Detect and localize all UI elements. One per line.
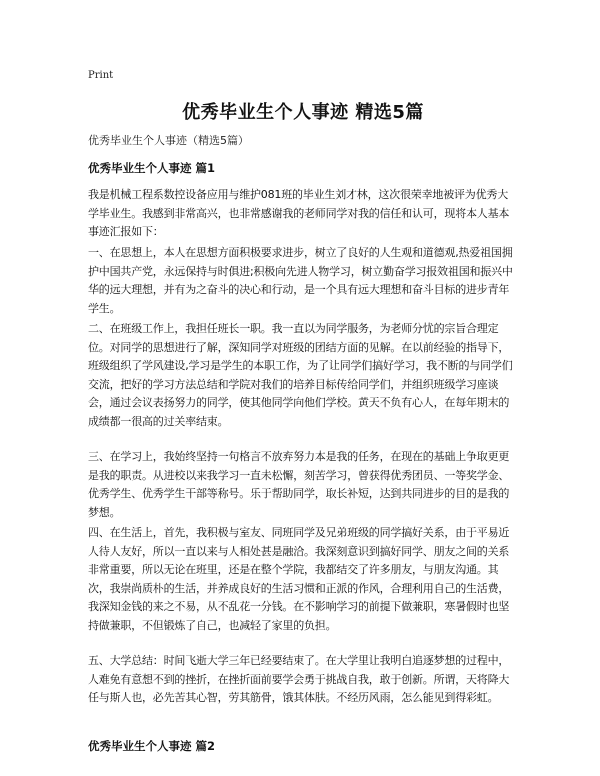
print-link[interactable]: Print — [88, 70, 114, 81]
section-heading-1: 优秀毕业生个人事迹 篇1 — [88, 161, 216, 175]
paragraph-study: 三、在学习上，我始终坚持一句格言不放弃努力本是我的任务，在现在的基础上争取更更是我的职责。从进校以来我学习一直未松懈，刻苦学习，曾获得优秀团员、一等奖学金、优秀学生、优秀学生干部等称号。乐于帮助同学，取长补短，达到共同进步的目的是我的梦想。 — [88, 450, 510, 519]
paragraph-class-work: 二、在班级工作上，我担任班长一职。我一直以为同学服务，为老师分忧的宗旨合理定位。对同学的思想进行了解，深知同学对班级的团结方面的见解。在以前经验的指导下，班级组织了学风建设,学习是学生的本职工作，为了让同学们搞好学习，我不断的与同学们交流，把好的学习方法总结和学院对我们的培养目标传给同学们，并组织班级学习座谈会，通过会议表扬努力的同学，使其他同学向他们学校。黄天不负有心人，在每年期末的成绩都一很高的过关率结束。 — [88, 322, 513, 428]
paragraph-life: 四、在生活上，首先，我积极与室友、同班同学及兄弟班级的同学搞好关系，由于平易近人待人友好，所以一直以来与人相处甚是融洽。我深刻意识到搞好同学、朋友之间的关系非常重要，所以无论在班里，还是在整个学院，我都结交了许多朋友，与朋友沟通。其次，我崇尚质朴的生活，并养成良好的生活习惯和正派的作风，合理利用自己的生活费，我深知金钱的来之不易，从不乱花一分钱。在不影响学习的前提下做兼职，寒暑假时也坚持做兼职，不但锻炼了自己，也减轻了家里的负担。 — [88, 526, 510, 632]
document-subtitle: 优秀毕业生个人事迹（精选5篇） — [88, 134, 249, 147]
paragraph-thought: 一、在思想上，本人在思想方面积极要求进步，树立了良好的人生观和道德观,热爱祖国拥护中国共产党，永远保持与时俱进;积极向先进人物学习，树立勤奋学习报效祖国和振兴中华的远大理想，并有为之奋斗的决心和行动，是一个具有远大理想和奋斗目标的进步青年学生。 — [88, 246, 513, 315]
page-title: 优秀毕业生个人事迹 精选5篇 — [182, 102, 424, 123]
paragraph-summary: 五、大学总结：时间飞逝大学三年已经要结束了。在大学里让我明白追逐梦想的过程中，人难免有意想不到的挫折，在挫折面前要学会勇于挑战自我，敢于创新。所谓，天将降大任与斯人也，必先苦其心智，劳其筋骨，饿其体肤。不经历风雨，怎么能见到得彩虹。 — [88, 654, 510, 704]
paragraph-intro: 我是机械工程系数控设备应用与维护081班的毕业生刘才林，这次很荣幸地被评为优秀大学毕业生。我感到非常高兴，也非常感谢我的老师同学对我的信任和认可，现将本人基本事迹汇报如下： — [88, 188, 510, 238]
section-heading-2: 优秀毕业生个人事迹 篇2 — [88, 739, 216, 753]
